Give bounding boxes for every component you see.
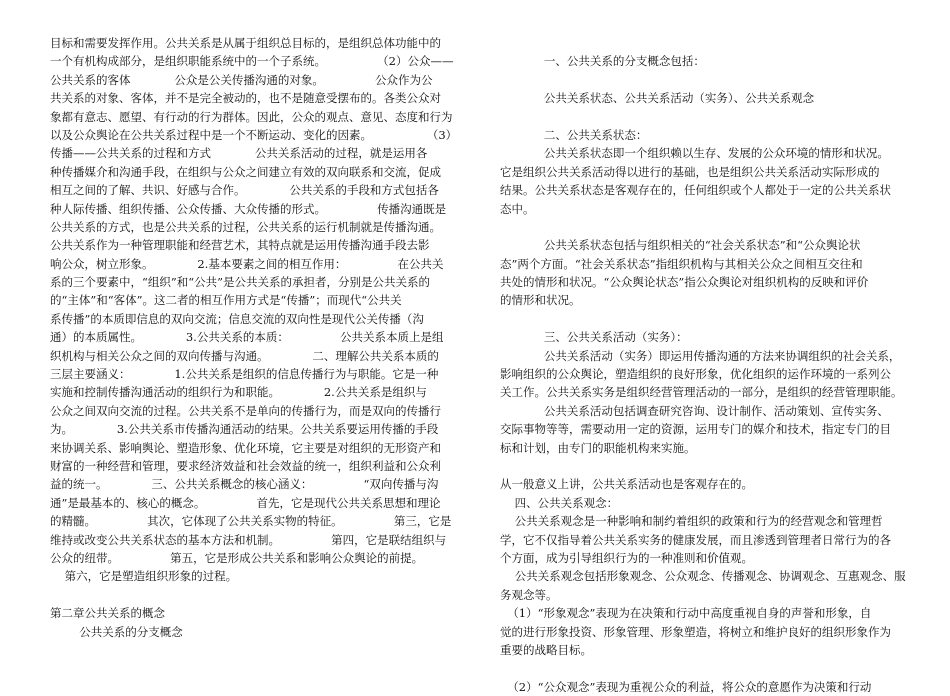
- body-text-line: 织机构与相关公众之间的双向传播与沟通。 二、理解公共关系本质的: [50, 348, 439, 363]
- paragraph-line: 公共关系状态即一个组织赖以生存、发展的公众环境的情形和状况。: [500, 146, 889, 161]
- paragraph-line: 觉的进行形象投资、形象管理、形象塑造，将树立和维护良好的组织形象作为: [500, 624, 891, 639]
- body-text-line: 来协调关系、影响舆论、塑造形象、优化环境，它主要是对组织的无形资产和: [50, 440, 441, 455]
- paragraph-line: 学，它不仅指导着公共关系实务的健康发展，而且渗透到管理者日常行为的各: [500, 532, 891, 547]
- body-text-line: 公众的纽带。 第五，它是形成公共关系和影响公众舆论的前提。: [50, 550, 424, 565]
- right-column: [500, 34, 920, 696]
- paragraph-line: （1）“形象观念”表现为在决策和行动中高度重视自身的声誉和形象，自: [500, 606, 872, 621]
- body-text-line: 种人际传播、组织传播、公众传播、大众传播的形式。 传播沟通既是: [50, 201, 447, 216]
- body-text-line: 公共关系的客体 公众是公关传播沟通的对象。 公众作为公: [50, 72, 433, 87]
- heading-pr-activity: 三、公共关系活动（实务）：: [500, 330, 688, 345]
- paragraph-line: 个方面，成为引导组织行为的一种准则和价值观。: [500, 550, 753, 565]
- body-text-line: 为。 3.公共关系市传播沟通活动的结果。公共关系要运用传播的手段: [50, 422, 439, 437]
- paragraph-line: 交际事物等等，需要动用一定的资源，运用专门的媒介和技术，指定专门的目: [500, 422, 891, 437]
- paragraph-line: 态”两个方面。“社会关系状态”指组织机构与其相关公众之间相互交往和: [500, 256, 863, 271]
- paragraph-line: 公共关系观念包括形象观念、公众观念、传播观念、协调观念、互惠观念、服: [500, 569, 906, 584]
- paragraph-line: 关工作。公共关系实务是组织经营管理活动的一部分，是组织的经营管理职能。: [500, 385, 903, 400]
- pr-state-paragraph: [500, 144, 920, 218]
- objective-existence-line: 从一般意义上讲，公共关系活动也是客观存在的。: [500, 477, 753, 492]
- heading-pr-concept: 四、公共关系观念：: [500, 495, 619, 510]
- body-text-line: 一个有机构成部分，是组织职能系统中的一个子系统。 （2）公众——: [50, 54, 454, 69]
- public-concept-line: （2）“公众观念”表现为重视公众的利益，将公众的意愿作为决策和行动: [500, 679, 872, 694]
- body-text-line: 第六，它是塑造组织形象的过程。: [50, 569, 238, 584]
- body-text-line: 公众之间双向交流的过程。公共关系不是单向的传播行为，而是双向的传播行: [50, 403, 441, 418]
- paragraph-line: 重要的战略目标。: [500, 642, 592, 657]
- paragraph-line: 务观念等。: [500, 587, 558, 602]
- body-text-line: 系的三个要素中，“组织”和“公共”是公共关系的承担者，分别是公共关系的: [50, 275, 431, 290]
- pr-state-components-paragraph: [500, 236, 920, 310]
- body-text-line: 的精髓。 其次，它体现了公共关系实物的特征。 第三，它是: [50, 514, 452, 529]
- body-text-line: 象都有意志、愿望、有行动的行为群体。因此，公众的观点、意见、态度和行为: [50, 109, 453, 124]
- body-text-line: 公共关系作为一种管理职能和经营艺术，其特点就是运用传播沟通手段去影: [50, 238, 430, 253]
- body-text-line: 通”是最基本的、核心的概念。 首先，它是现代公共关系思想和理论: [50, 495, 441, 510]
- paragraph-line: 它是组织公共关系活动得以进行的基础，也是组织公共关系活动实际形成的: [500, 164, 880, 179]
- paragraph-line: 结果。公共关系状态是客观存在的，任何组织或个人都处于一定的公共关系状: [500, 183, 891, 198]
- paragraph-line: 态中。: [500, 201, 535, 216]
- paragraph-line: 公共关系活动（实务）即运用传播沟通的方法来协调组织的社会关系，: [500, 348, 901, 363]
- body-text-line: 以及公众舆论在公共关系过程中是一个不断运动、变化的因素。 （3）: [50, 127, 458, 142]
- heading-branch-concepts: 一、公共关系的分支概念包括：: [500, 54, 705, 69]
- body-text-line: 通）的本质属性。 3.公共关系的本质： 公共关系本质上是组: [50, 330, 444, 345]
- body-text-line: 公共关系的方式，也是公共关系的过程，公共关系的运行机制就是传播沟通。: [50, 219, 441, 234]
- body-text-line: 种传播媒介和沟通手段，在组织与公众之间建立有效的双向联系和交流，促成: [50, 164, 441, 179]
- body-text-line: 三层主要涵义： 1.公共关系是组织的信息传播行为与职能。它是一种: [50, 367, 439, 382]
- pr-concept-paragraph: [500, 512, 920, 659]
- paragraph-line: 影响组织的公众舆论，塑造组织的良好形象，优化组织的运作环境的一系列公: [500, 367, 891, 382]
- paragraph-line: 公共关系活动包括调查研究咨询、设计制作、活动策划、宣传实务、: [500, 403, 889, 418]
- body-text-line: 实施和控制传播沟通活动的组织行为和职能。 2.公共关系是组织与: [50, 385, 427, 400]
- body-text-line: 的“主体”和“客体”。这二者的相互作用方式是“传播”；而现代“公共关: [50, 293, 402, 308]
- body-text-line: 共关系的对象、客体，并不是完全被动的，也不是随意受摆布的。各类公众对: [50, 91, 441, 106]
- chapter-title: 第二章公共关系的概念: [50, 606, 165, 621]
- body-text-line: 系传播”的本质即信息的双向交流；信息交流的双向性是现代公关传播（沟: [50, 311, 424, 326]
- body-text-line: 目标和需要发挥作用。公共关系是从属于组织总目标的，是组织总体功能中的: [50, 36, 441, 50]
- body-text-line: 维持或改变公共关系状态的基本方法和机制。 第四，它是联结组织与: [50, 532, 447, 547]
- branch-concepts-list: 公共关系状态、公共关系活动（实务）、公共关系观念: [500, 91, 815, 106]
- paragraph-line: 公共关系状态包括与组织相关的“社会关系状态”和“公众舆论状: [500, 238, 861, 253]
- section-title: 公共关系的分支概念: [50, 624, 183, 639]
- paragraph-line: 公共关系观念是一种影响和制约着组织的政策和行为的经营观念和管理哲: [500, 514, 883, 529]
- body-text-line: 财富的一种经营和管理，要求经济效益和社会效益的统一，组织利益和公众利: [50, 458, 441, 473]
- body-text-line: 传播——公共关系的过程和方式 公共关系活动的过程，就是运用各: [50, 146, 428, 161]
- body-text-line: 相互之间的了解、共识、好感与合作。 公共关系的手段和方式包括各: [50, 183, 439, 198]
- heading-pr-state: 二、公共关系状态：: [500, 127, 648, 142]
- paragraph-line: 标和计划，由专门的职能机构来实施。: [500, 440, 696, 455]
- left-column: [50, 34, 462, 641]
- body-text-line: 益的统一。 三、公共关系概念的核心涵义： “双向传播与沟: [50, 477, 439, 492]
- paragraph-line: 的情形和状况。: [500, 293, 581, 308]
- paragraph-line: 共处的情形和状况。“公众舆论状态”指公众舆论对组织机构的反映和评价: [500, 275, 869, 290]
- body-text-line: 响公众，树立形象。 2.基本要素之间的相互作用： 在公共关: [50, 256, 444, 271]
- pr-activity-paragraph: [500, 347, 920, 457]
